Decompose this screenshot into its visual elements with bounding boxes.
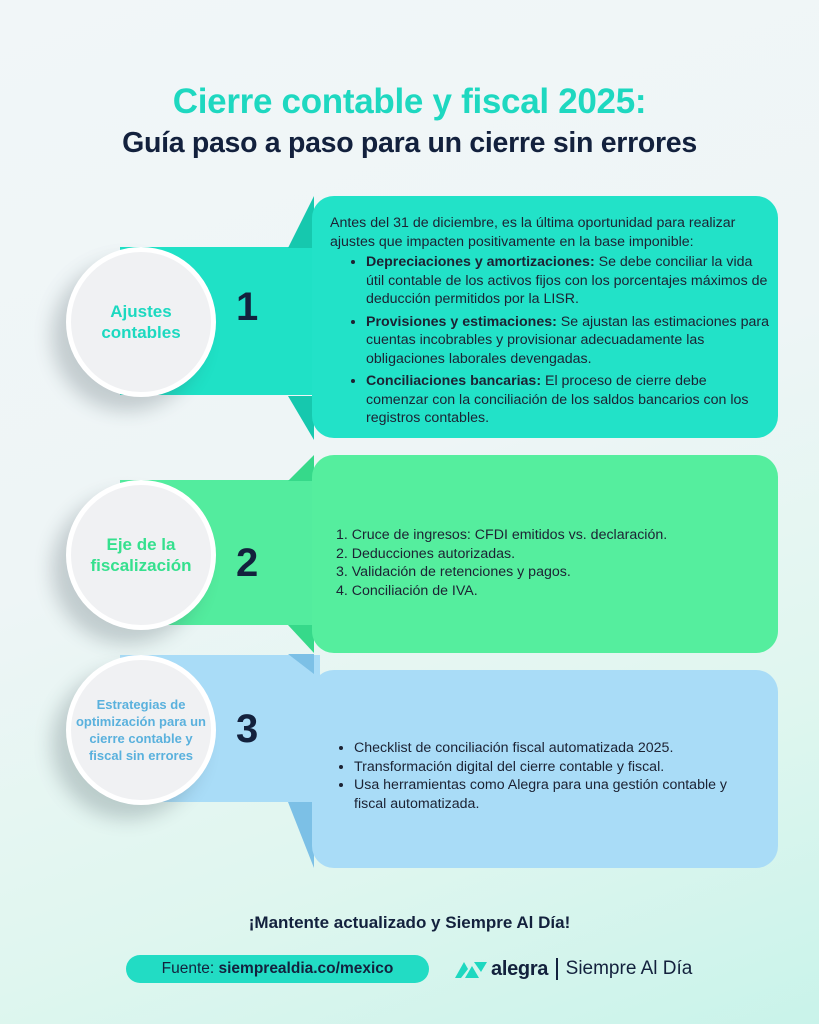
step-1-content <box>330 214 770 432</box>
brand-name: alegra <box>491 957 549 980</box>
step-1-list <box>366 253 770 428</box>
brand-divider <box>556 958 558 980</box>
list-item: • Checklist de conciliación fiscal automatizada 2025. <box>354 739 756 758</box>
list-item <box>366 313 770 369</box>
item-heading: Depreciaciones y amortizaciones: <box>366 254 595 270</box>
source-link[interactable] <box>126 955 429 983</box>
source-prefix: Fuente: <box>161 960 219 977</box>
list-item: 4. Conciliación de IVA. <box>336 582 478 599</box>
page-title: Cierre contable y fiscal 2025: <box>172 82 647 121</box>
brand-lockup <box>455 954 692 984</box>
alegra-logo-icon <box>455 958 487 980</box>
footer-tagline: ¡Mantente actualizado y Siempre Al Día! <box>248 913 571 932</box>
step-3-number: 3 <box>236 707 259 751</box>
item-text: Se ajustan las estimaciones para cuentas incobrables y provisionar adecuadamente las obligaciones laborales devengadas. <box>366 313 769 367</box>
list-item <box>366 253 770 309</box>
list-item <box>366 372 770 428</box>
step-3-label: Estrategias de optimización para un cierre contable y fiscal sin errores <box>75 697 206 763</box>
step-3-circle <box>66 655 216 805</box>
step-1-label: Ajustes contables <box>101 302 181 342</box>
step-3-list <box>354 739 756 813</box>
source-url: siemprealdia.co/mexico <box>218 960 394 977</box>
step-1-intro: Antes del 31 de diciembre, es la última oportunidad para realizar ajustes que impacten positivamente en la base imponible: <box>330 215 736 250</box>
step-1-circle <box>66 247 216 397</box>
item-heading: Conciliaciones bancarias: <box>366 373 542 389</box>
step-2-number: 2 <box>236 541 259 585</box>
step-3-content <box>336 739 756 813</box>
item-text: El proceso de cierre debe comenzar con la conciliación de los saldos bancarios con los registros contables. <box>366 373 749 426</box>
item-heading: Provisiones y estimaciones: <box>366 313 557 330</box>
step-2-label: Eje de la fiscalización <box>90 535 192 575</box>
step-2-content <box>336 526 766 600</box>
list-item: • Transformación digital del cierre contable y fiscal. <box>354 758 756 777</box>
step-2-circle <box>66 480 216 630</box>
list-item: 2. Deducciones autorizadas. <box>336 545 516 562</box>
page-subtitle: Guía paso a paso para un cierre sin errores <box>122 127 697 159</box>
list-item: 3. Validación de retenciones y pagos. <box>336 564 571 580</box>
list-item: 1. Cruce de ingresos: CFDI emitidos vs. declaración. <box>336 527 668 543</box>
step-1-number: 1 <box>236 285 259 329</box>
brand-tagline: Siempre Al Día <box>565 958 693 979</box>
list-item: • Usa herramientas como Alegra para una gestión contable y fiscal automatizada. <box>354 776 756 813</box>
item-text: Se debe conciliar la vida útil contable de los activos fijos con los porcentajes máximos de deducción permitidos por la LISR. <box>366 254 768 307</box>
